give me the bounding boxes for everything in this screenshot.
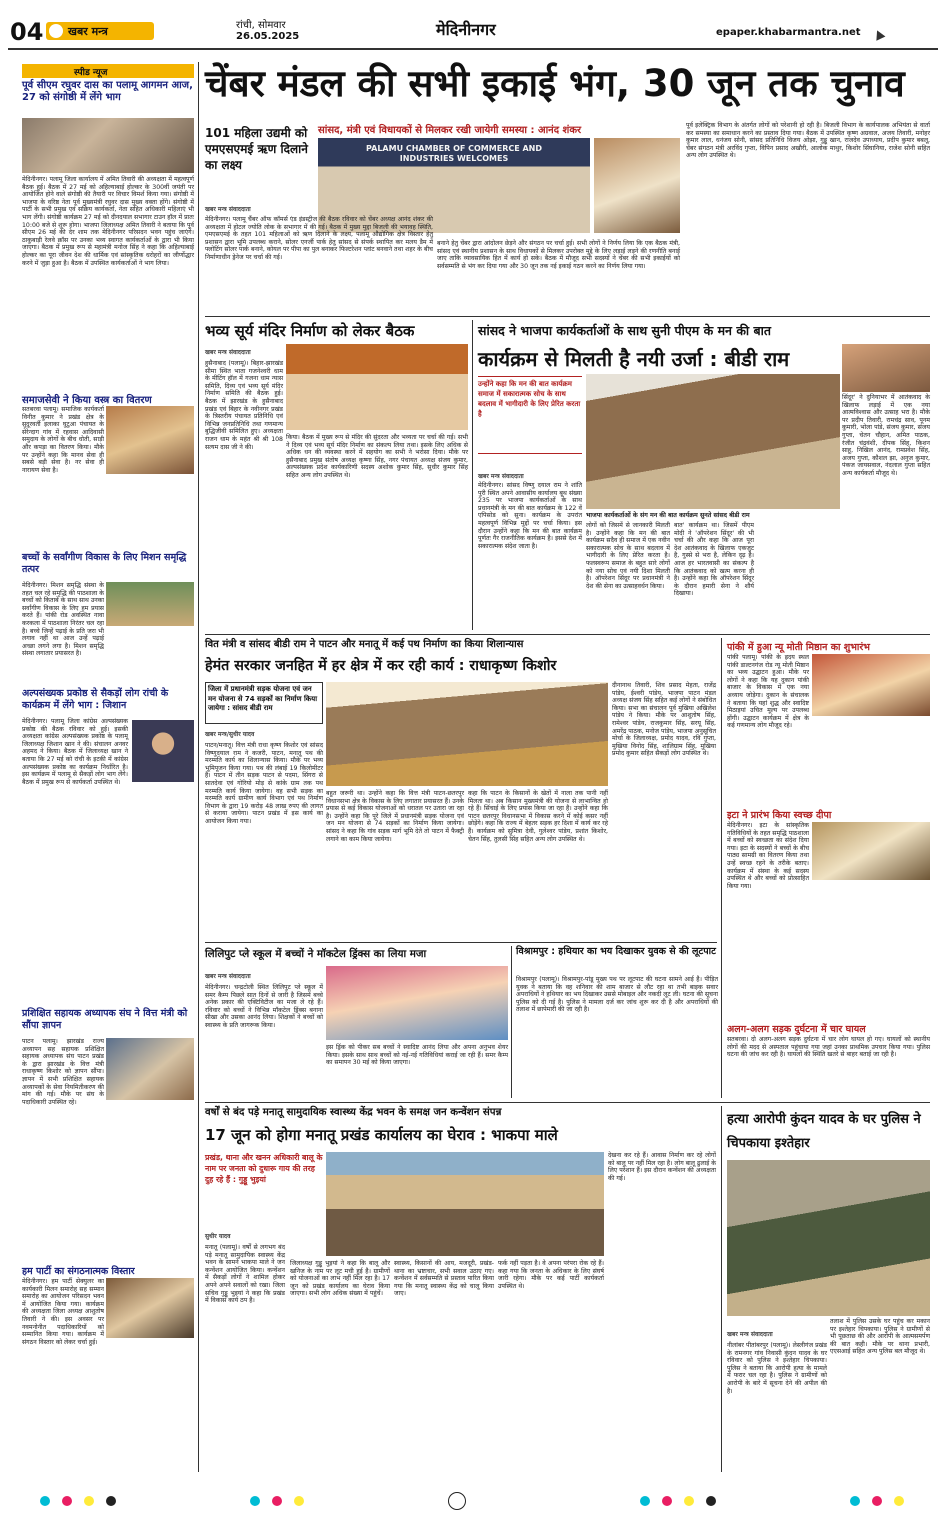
section-rule-2 xyxy=(205,634,930,635)
main-body-3: पूर्व इलेक्ट्रिक विभाग के अंतर्गत लोगों को परेशानी हो रही है। बिजली विभाग के कार्यपालक अभियंता से वार्ता कर समस्या का समाधान करने का प्रस्ताव दिया गया। बैठक में उपस्थित कृष्ण अग्रवाल, अजय तिवारी, मनोहर कुमार लाल, धनंजय सोनी, सांसद प्रतिनिधि विजय ओझा, गुड्डू खान, राजदेव उपाध्याय, प्रदीप कुमार बबलू, चेंबर संगठन मंत्री अरविंद गुप्ता, विपिन प्रसाद अखौरी, आलोक माथुर, किशोर सिंघानिया, राजेश सोनी सहित अन्य लोग उपस्थित थे। xyxy=(686,122,930,160)
left-body-4: मेदिनीनगर। पलामू जिला कांग्रेस अल्पसंख्यक प्रकोष्ठ की बैठक रविवार को हुई। इसकी अध्यक्षता कांग्रेस अल्पसंख्यक प्रकोष्ठ के पलामू जिलाध्यक्ष जिशान खान ने की। संचालन अनवर अहमद ने किया। बैठक में जिलाध्यक्ष खान ने बताया कि 27 मई को रांची के इटकी में कांग्रेस अल्पसंख्यक प्रकोष्ठ का कार्यक्रम निर्धारित है। इस कार्यक्रम में पलामू से सैकड़ों लोग भाग लेंगे। बैठक में प्रमुख रूप से कार्यकर्ता उपस्थित थे। xyxy=(22,718,128,786)
reg-dot-magenta-3 xyxy=(662,1496,672,1506)
section-rule-1 xyxy=(205,316,930,317)
left-body-6: मेदिनीनगर। हम पार्टी सेक्युलर का कार्यकारी मिलन समारोह सह सम्मान समारोह का आयोजन परिसदन भवन में आयोजित किया गया। कार्यक्रम की अध्यक्षता जिला अध्यक्ष आशुतोष तिवारी ने की। इस अवसर पर नवमनोनीत पदाधिकारियों को सम्मानित किया गया। कार्यक्रम में संगठन विस्तार को लेकर चर्चा हुई। xyxy=(22,1278,104,1346)
header-date: 26.05.2025 xyxy=(236,31,300,42)
manatu-divider xyxy=(721,1106,722,1472)
left-body-5: पाटन पलामू। झारखंड राज्य अध्यापन सह सहायक प्रशिक्षित सहायक अध्यापक संघ पाटन प्रखंड के द्वारा झारखंड के वित्त मंत्री राधाकृष्ण किशोर को ज्ञापन सौंपा। ज्ञापन में सभी प्रशिक्षित सहायक अध्यापकों के सेवा नियमितीकरण की मांग की गई। मौके पर संघ के पदाधिकारी उपस्थित रहे। xyxy=(22,1038,104,1106)
kundan-photo xyxy=(727,1160,930,1316)
reg-dot-cyan-4 xyxy=(850,1496,860,1506)
left-headline-2: समाजसेवी ने किया वस्त्र का वितरण xyxy=(22,395,152,406)
finance-photo xyxy=(326,682,608,786)
left-headline-1: पूर्व सीएम रघुवर दास का पलामू आगमन आज, 27 को संगोष्ठी में लेंगे भाग xyxy=(22,80,193,103)
brand-logo xyxy=(46,22,154,40)
section-rule-3 xyxy=(205,942,717,943)
finance-body-1: पाटन/मनातू। वित्त मंत्री राधा कृष्ण किशोर एवं सांसद विष्णुदयाल राम ने कजरी, पाटन, मनातू पथ की मरम्मति कार्य का शिलान्यास किया। मौके पर भव्य भूमिपूजन किया गया। पथ की लंबाई 19 किलोमीटर है। पाटन में तीन सड़क पाटन से पदमा, सिंगरा से सातदेवा एवं गोरियो मोड़ से कांके ग्राम तक पथ मरम्मति कार्य किया जायेगा। वह सभी सड़क का मरम्मति कार्य ग्रामीण कार्य विभाग एवं पथ निर्माण विभाग के द्वारा 19 करोड़ 48 लाख रुपए की लागत से कराया जायेगा। पाटन प्रखंड में इस कार्य का आयोजन किया गया। xyxy=(205,742,323,825)
finance-headline: हेमंत सरकार जनहित में हर क्षेत्र में कर रही कार्य : राधाकृष्ण किशोर xyxy=(205,658,557,674)
temple-headline: भव्य सूर्य मंदिर निर्माण को लेकर बैठक xyxy=(205,322,415,340)
panki-headline: पांकी में हुआ न्यू मोती मिष्ठान का शुभारंभ xyxy=(727,642,870,653)
finance-kicker: वित मंत्री व सांसद बीडी राम ने पाटन और मनातू में कई पथ निर्माण का किया शिलान्यास xyxy=(205,639,524,650)
main-photo-2 xyxy=(594,138,680,233)
header-rule xyxy=(8,48,938,50)
logo-text: खबर मन्त्र xyxy=(68,25,108,38)
main-subhead: सांसद, मंत्री एवं विधायकों से मिलकर रखी जायेगी समस्या : आनंद शंकर xyxy=(318,125,582,136)
left-photo-1 xyxy=(22,118,194,173)
kundan-headline: हत्या आरोपी कुंदन यादव के घर पुलिस ने चिपकाया इश्तेहार xyxy=(727,1112,921,1151)
bd-byline: खबर मन्त्र संवाददाता xyxy=(478,473,524,480)
finance-body-2: बहुत जरूरी था। उन्होंने कहा कि वित्त मंत्री पाटन-छतरपुर विधानसभा क्षेत्र के विकास के लिए लगातार प्रयासरत हैं। उनके प्रयास से कई विकास योजनाओं को धरातल पर उतारा जा रहा है। उन्होंने कहा कि पूरे जिले में प्रधानमंत्री सड़क योजना एवं जन मन योजना से 74 सड़कों का निर्माण किया जायेगा। सांसद ने कहा कि गांव सड़क मार्ग भूमि देते तो पाटन में फैक्ट्री लगाने का काम किया जायेगा। xyxy=(326,790,464,843)
temple-byline: खबर मन्त्र संवाददाता xyxy=(205,349,251,356)
bd-caption: भाजपा कार्यकर्ताओं के संग मन की बात कार्यक्रम सुनते सांसद बीडी राम xyxy=(586,512,750,519)
temple-body-2: किया। बैठक में मुख्य रूप से मंदिर की सुंदरता और भव्यता पर चर्चा की गई। सभी ने दिव्य एवं भव्य सूर्य मंदिर निर्माण का संकल्प लिया तथा। इसके लिए अधिक से अधिक धन की व्यवस्था करने में सहयोग का सभी ने भरोसा दिया। मौके पर हुसैनाबाद प्रमुख संतोष अध्यक्ष कृष्णा सिंह, नगर पंचायत अध्यक्ष संजय कुमार, अल्पसंख्यक प्रदेश कार्यकारिणी सदस्य अशोक कुमार सिंह, सुधीर कुमार सिंह सहित अन्य लोग उपस्थित थे। xyxy=(286,434,468,479)
main-body-2: बनाने हेतु चेंबर द्वारा आंदोलन छेड़ने और संगठन पर चर्चा हुई। सभी लोगों ने निर्णय लिया कि एक बैठक मंत्री, सांसद एवं स्थानीय प्रशासन के साथ विधायकों से मिलकर उपरोक्त मुद्दे के लिए लड़ाई लड़ने की रणनीति बनाई जाए ताकि व्यावसायिक हित में कार्य हो सके। बैठक में मौजूद सभी सदस्यों ने चेंबर की सभी इकाईयों को सर्वसम्मति से भंग कर दिया गया और 30 जून तक नई इकाई गठन करने का निर्णय लिया गया। xyxy=(437,240,680,270)
left-body-3b xyxy=(22,640,194,680)
manatu-body-4: फर्क नहीं पड़ता है। वे अपना परंपरा रोक रहे हैं। कहा गया कि जनता के अधिकार के लिए संघर्ष जारी रहेगा। मौके पर कई पार्टी कार्यकर्ता उपस्थित थे। xyxy=(498,1260,604,1290)
panki-body-2b xyxy=(727,882,930,1020)
finance-byline: खबर मन्त्र/सुधीर यादव xyxy=(205,731,255,738)
reg-dot-yellow xyxy=(84,1496,94,1506)
left-photo-5 xyxy=(106,1038,194,1100)
vish-headline: विश्रामपुर : हथियार का भय दिखाकर युवक से की लूटपाट xyxy=(516,946,716,957)
left-photo-2 xyxy=(106,406,194,474)
speed-news-label: स्पीड न्यूज xyxy=(74,68,108,78)
edition-name: मेदिनीनगर xyxy=(436,20,496,39)
temple-body-1: हुसैनाबाद (पलामू)। बिहार-झारखंड सीमा स्थित भाता गजनेश्वरी धाम के मीटिंग हॉल में गजना धाम न्यास समिति, दिव्य एवं भव्य सूर्य मंदिर निर्माण समिति की बैठक हुई। बैठक में झारखंड के हुसैनाबाद प्रखंड एवं बिहार के नवीनगर प्रखंड के त्रिस्तरीय पंचायत प्रतिनिधि एवं विभिन्न जनप्रतिनिधि तथा गणमान्य बुद्धिजीवी समिलित हुए। अध्यक्षता राजन धाम के महंत श्री श्री 108 सत्यम दास जी ने की। xyxy=(205,360,283,451)
page-number: 04 xyxy=(10,18,44,46)
finance-body-3: कहा कि पाटन के किसानों के खेतों में नाला तक पानी नहीं मिलता था। अब किसान मुख्यमंत्री की योजना से लाभान्वित हो रहे हैं। सिंचाई के लिए प्रयास किया जा रहा है। उन्होंने कहा कि पाटन छतरपुर विधानसभा में विकास करने में कोई कसर नहीं छोड़ेंगे। कहा कि राज्य में बेहतर सड़क हर दिशा में कार्य कर रहे हैं। कार्यक्रम को सुमित्रा देवी, गुलेश्वर पांडेय, प्रशांत किशोर, चेतन सिंह, तुलसी सिंह सहित अन्य लोग उपस्थित थे। xyxy=(468,790,608,843)
cursor-icon xyxy=(873,28,886,40)
section-rule-4 xyxy=(205,1102,930,1103)
left-headline-4: अल्पसंख्यक प्रकोष्ठ से सैकड़ों लोग रांची के कार्यक्रम में लेंगे भाग : जिशान xyxy=(22,688,169,711)
kundan-body-1: नीलांबर पीतांबरपुर (पलामू)। लेस्लीगंज प्रखंड के रामनगर गांव निवासी कुंदन यादव के घर रविवार को पुलिस ने इश्तेहार चिपकाया। पुलिस ने बताया कि आरोपी हत्या के मामले में फरार चल रहा है। पुलिस ने ग्रामीणों को आरोपी के बारे में सूचना देने की अपील की है। xyxy=(727,1342,827,1395)
left-body-6b xyxy=(22,1342,194,1467)
left-photo-6 xyxy=(106,1278,194,1338)
panki-headline-3: अलग-अलग सड़क दुर्घटना में चार घायल xyxy=(727,1024,866,1035)
left-headline-3: बच्चों के सर्वांगीण विकास के लिए मिशन समृद्धि तत्पर xyxy=(22,552,187,575)
reg-dot-magenta-4 xyxy=(872,1496,882,1506)
panki-body-3: सतबरवा। दो अलग-अलग सड़क दुर्घटना में चार लोग घायल हो गए। घायलों को स्थानीय लोगों की मदद से अस्पताल पहुंचाया गया जहां उनका प्राथमिक उपचार किया गया। पुलिस घटना की जांच कर रही है। घायलों की स्थिति खतरे से बाहर बताई जा रही है। xyxy=(727,1036,930,1059)
panki-headline-2: इटा ने प्रारंभ किया स्वच्छ दीपा xyxy=(727,810,832,821)
main-headline: चेंबर मंडल की सभी इकाई भंग, 30 जून तक चुनाव xyxy=(205,62,905,105)
header-city: रांची, सोमवार xyxy=(236,20,286,31)
lilliput-body-2: इस ड्रिंक को पीकर सब बच्चों ने स्वादिष्ट आनंद लिया और अपना अनुभव शेयर किया। इसके साथ साथ बच्चों को नई-नई गतिविधियां कराई जा रही हैं। समर कैम्प का समापन 30 मई को किया जाएगा। xyxy=(326,1044,508,1067)
left-headline-6: हम पार्टी का संगठनात्मक विस्तार xyxy=(22,1266,135,1277)
reg-dot-yellow-3 xyxy=(684,1496,694,1506)
reg-dot-cyan xyxy=(40,1496,50,1506)
page-header xyxy=(0,0,945,58)
reg-dot-yellow-2 xyxy=(294,1496,304,1506)
epaper-url[interactable]: epaper.khabarmantra.net xyxy=(716,27,861,38)
bd-photo-2 xyxy=(842,344,930,392)
panki-body-1b xyxy=(727,718,930,804)
logo-mark-icon xyxy=(49,24,63,38)
vish-body-1: विश्रामपुर (पलामू)। विश्रामपुर-पांडू मुख्य पथ पर लूटपाट की घटना सामने आई है। पीड़ित युवक ने बताया कि वह शनिवार की शाम बाजार से लौट रहा था तभी बाइक सवार अपराधियों ने हथियार का भय दिखाकर उससे मोबाइल और नकदी लूट ली। घटना की सूचना पुलिस को दी गई है। पुलिस ने मामला दर्ज कर जांच शुरू कर दी है और अपराधियों की तलाश में छापेमारी की जा रही है। xyxy=(516,976,718,1014)
reg-dot-black-3 xyxy=(706,1496,716,1506)
panki-body-1: पांकी पलामू। पांकी के ह्रदय स्थल पांकी डाल्टनगंज रोड न्यू मोती मिष्ठान का भव्य उद्घाटन हुआ। मौके पर लोगों ने कहा कि यह दुकान पांकी बाजार के विकास में एक नया अध्याय जोड़ेगा। दुकान के संचालक ने बताया कि यहां शुद्ध और स्वादिष्ट मिठाइयां उचित मूल्य पर उपलब्ध होंगी। उद्घाटन कार्यक्रम में क्षेत्र के कई गणमान्य लोग मौजूद रहे। xyxy=(727,654,809,730)
kundan-body-2: तलाश में पुलिस उसके घर पहुंच कर मकान पर इश्तेहार चिपकाया। पुलिस ने ग्रामीणों से भी पूछताछ की और आरोपी के आत्मसमर्पण की बात कही। मौके पर थाना प्रभारी, एएसआई सहित अन्य पुलिस बल मौजूद थे। xyxy=(830,1318,930,1356)
crosshair-icon xyxy=(448,1492,466,1510)
main-byline: खबर मन्त्र संवाददाता xyxy=(205,206,251,213)
manatu-headline: 17 जून को होगा मनातू प्रखंड कार्यालय का घेराव : भाकपा माले xyxy=(205,1126,558,1144)
manatu-box: प्रखंड, थाना और खनन अधिकारी बालू के नाम पर जनता को दुधारू गाय की तरह दुह रहे हैं : गुड्डू भुइयां xyxy=(205,1153,323,1184)
manatu-body-3: स्वास्थ्य, किसानों की आय, मजदूरी, प्रखंड-थाना का भ्रष्टाचार, सभी सवाल उठाए गए। कन्वेंशन में सर्वसम्मति से प्रस्ताव पारित किया गया कि मनातू स्वास्थ्य केंद्र को चालू किया जाए। xyxy=(394,1260,494,1298)
kundan-byline: खबर मन्त्र संवाददाता xyxy=(727,1331,773,1338)
left-photo-3 xyxy=(106,582,194,626)
registration-strip xyxy=(0,1484,945,1517)
lilliput-body-1: मेदिनीनगर। चन्द्रटोली स्थित लिलिपुट प्ले स्कूल में समर कैम्प पिछले सात दिनों से जारी है जिसमें बच्चे अनेक प्रकार की एक्टिविटीज का मजा ले रहे हैं। रविवार को बच्चों ने विभिन्न मॉकटेल ड्रिंक्स बनाना सीखा और उसका आनंद लिया। शिक्षकों ने बच्चों को स्वास्थ्य के प्रति जागरूक किया। xyxy=(205,984,323,1029)
manatu-byline: सुधीर यादव xyxy=(205,1233,231,1240)
bd-photo xyxy=(586,374,840,509)
bd-body-2: लोगों को जिसमें से जानकारी मिलती है। उन्होंने कहा कि मन की बात कार्यक्रम सदैव ही समाज में एक नवीन सकारात्मक सोच के साथ बदलाव में भागीदारी के लिए प्रेरित करता है। फलस्वरूप समाज के बहुत सारे लोगों को नया सोच एवं नयी दिशा मिलती है। ऑपरेशन सिंदूर पर प्रधानमंत्री ने देश की सेना का उत्साहवर्धन किया। xyxy=(586,522,670,590)
left-headline-5: प्रशिक्षित सहायक अध्यापक संघ ने वित्त मंत्री को सौंपा ज्ञापन xyxy=(22,1008,188,1031)
left-body-1: मेदिनीनगर। पलामू जिला कार्यालय में अमित तिवारी की अध्यक्षता में महत्वपूर्ण बैठक हुई। बैठक में 27 मई को अहिल्याबाई होल्कर के 300वीं जयंती पर आयोजित होने वाले संगोष्ठी की तैयारी पर विचार विमर्श किया गया। संगोष्ठी में भाजपा के वरिष्ठ नेता पूर्व मुख्यमंत्री रघुवर दास मुख्य वक्ता होंगे। संगोष्ठी में पार्टी के सभी प्रमुख एवं सक्रिय कार्यकर्ता, नेता सहित अधिकारी महिलाएं भी भाग लेंगी। संगोष्ठी कार्यक्रम 27 मई को दीनदयाल सभागार टाउन हॉल में प्रातः 10:00 बजे से शुरू होगा। भाजपा जिलाध्यक्ष अमित तिवारी ने बताया कि पूर्व सीएम 26 मई की देर शाम तक मेदिनीनगर परिसदन भवन पहुंच जाएंगे। ठाकुबाड़ी रेलवे क्रॉस पर उनका भव्य स्वागत कार्यकर्ताओं के द्वारा भी किया जाएगा। बैठक में प्रमुख रूप से महामंत्री मनोज सिंह ने कहा कि अहिल्याबाई होल्कर का पूरा जीवन देश की धार्मिक एवं सांस्कृतिक धरोहरों का जीर्णोद्धार करने में जुड़ा हुआ है। बैठक में उपस्थित कार्यकर्ताओं ने भाग लिया। xyxy=(22,176,194,267)
left-body-3: मेदिनीनगर। मिशन समृद्धि संस्था के तहत चल रहे समृद्धि की पाठशाला के बच्चों को किताबें के साथ साथ उनका सर्वांगीण विकास के लिए हम प्रयास करते हैं। पांकी रोड अवस्थित नावा करकला में पाठशाला निरंतर चल रहा है। बच्चे जिन्हें पढ़ाई के प्रति जरा भी लगाव नहीं था आज उन्हें पढ़ाई अच्छा लगने लगा है। मिशन समृद्धि संस्था लगातार प्रयासरत है। xyxy=(22,582,104,658)
manatu-body-5: देखना कर रहे हैं। आवास निर्माण कर रहे लोगों को बालू पर नहीं मिल रहा है। लोग बालू ढुलाई के लिए परेशान हैं। इस दौरान कन्वेंशन की अध्यक्षता की गई। xyxy=(608,1152,716,1182)
left-column-divider xyxy=(198,62,199,1472)
main-body-1: मेदिनीनगर। पलामू चैंबर ऑफ कॉमर्स एंड इंडस्ट्रीज की बैठक रविवार को चेंबर अध्यक्ष आनंद शंकर की अध्यक्षता में होटल ज्योति लोक के सभागार में की गई। बैठक में मुख्य मुद्दा बिजली की भयावह स्थिति, एमएसएमई के तहत 101 महिलाओं को ऋण दिलाने के लक्ष्य, पलामू औद्योगिक क्षेत्र विस्तार हेतु प्रशासन द्वारा भूमि उपलब्ध कराने, सोलर एनर्जी पार्क हेतु सांसद से संपर्क स्थापित कर मलय डैम में फ्लोटिंग सोलर पार्क बनाने, कोयल पर पीपा का पुल बनाकर फिल्टरेशन प्लांट बनवाने तथा शहर के बीच निर्माणाधीन ड्रेनेज पर चर्चा की गई। xyxy=(205,216,433,261)
bd-quote: उन्होंने कहा कि मन की बात कार्यक्रम समाज में सकारात्मक सोच के साथ बदलाव में भागीदारी के लिए प्रेरित करता है xyxy=(478,376,582,454)
speed-news-banner xyxy=(22,64,194,78)
panki-body-2: मेदिनीनगर। इटा के सांस्कृतिक गतिविधियों के तहत समृद्धि पाठशाला में बच्चों को स्वच्छता का संदेश दिया गया। इटा के सदस्यों ने बच्चों के बीच पाठ्य सामग्री का वितरण किया तथा उन्हें स्वच्छ रहने के तरीके बताए। कार्यक्रम में संस्था के कई सदस्य उपस्थित थे और बच्चों को प्रोत्साहित किया गया। xyxy=(727,822,809,890)
main-banner-text: PALAMU CHAMBER OF COMMERCE AND INDUSTRIES WELCOMES xyxy=(366,144,542,163)
left-portrait xyxy=(132,720,194,782)
reg-dot-cyan-3 xyxy=(640,1496,650,1506)
lilliput-divider xyxy=(511,946,512,1098)
bd-headline: कार्यक्रम से मिलती है नयी उर्जा : बीडी राम xyxy=(478,347,790,371)
temple-divider xyxy=(472,320,473,630)
manatu-kicker: वर्षों से बंद पड़े मनातू सामुदायिक स्वास्थ्य केंद्र भवन के समक्ष जन कन्वेंशन संपन्न xyxy=(205,1107,502,1118)
lilliput-photo xyxy=(326,966,508,1040)
panki-photo-2 xyxy=(812,822,930,880)
finance-divider xyxy=(721,638,722,1098)
bd-kicker: सांसद ने भाजपा कार्यकर्ताओं के साथ सुनी पीएम के मन की बात xyxy=(478,323,772,338)
reg-dot-black xyxy=(106,1496,116,1506)
lilliput-byline: खबर मन्त्र संवाददाता xyxy=(205,973,251,980)
bd-body-3: बात' कार्यक्रम था। जिसमें पीएम मोदी ने 'ऑपरेशन सिंदूर' की भी चर्चा की और कहा कि आज पूरा देश आतंकवाद के खिलाफ एकजुट है, गुस्से से भरा है, लेकिन दृढ़ है। आज हर भारतवासी का संकल्प है कि आतंकवाद को खत्म करना ही है। उन्होंने कहा कि ऑपरेशन सिंदूर के दौरान हमारी सेना ने शौर्य दिखाया। xyxy=(674,522,754,598)
temple-photo xyxy=(286,344,468,430)
manatu-body-1: मनातू (पलामू)। वर्षों से लगभग बंद पड़े मनातू सामुदायिक स्वास्थ्य केंद्र भवन के सामने भाकपा माले ने जन कन्वेंशन आयोजित किया। कन्वेंशन में सैकड़ों लोगों ने शामिल होकर अपने अपने सवालों को रखा। जिला सचिव गुड्डू भुइयां ने कहा कि प्रखंड में विकास कार्य ठप है। xyxy=(205,1244,285,1305)
reg-dot-yellow-4 xyxy=(894,1496,904,1506)
manatu-body-2: जिलाध्यक्ष गुड्डू भुइयां ने कहा कि बालू और खनिज के नाम पर लूट मची हुई है। ग्रामीणों को योजनाओं का लाभ नहीं मिल रहा है। 17 जून को प्रखंड कार्यालय का घेराव किया जाएगा। सभी लोग अधिक संख्या में पहुंचें। xyxy=(290,1260,390,1298)
bd-body-1: मेदिनीनगर। सांसद विष्णु दयाल राम ने शांति पुरी स्थित अपने आवासीय कार्यालय बूथ संख्या 235 पर भाजपा कार्यकर्ताओं के साथ प्रधानमंत्री के मन की बात कार्यक्रम के 122 वें एपिसोड को सुना। कार्यक्रम के उपरांत महत्वपूर्ण विभिन्न मुद्दों पर चर्चा किया। इस दौरान उन्होंने कहा कि मन की बात कार्यक्रम पूर्णतः गैर राजनीतिक कार्यक्रम है। इससे देश में सकारात्मक संदेश जाता है। xyxy=(478,482,582,550)
lilliput-headline: लिलिपुट प्ले स्कूल में बच्चों ने मॉकटेल ड्रिंक्स का लिया मजा xyxy=(205,948,427,960)
reg-dot-magenta xyxy=(62,1496,72,1506)
reg-dot-magenta-2 xyxy=(272,1496,282,1506)
finance-box: जिला में प्रधानमंत्री सड़क योजना एवं जन मन योजना से 74 सड़कों का निर्माण किया जायेगा : सांसद बीडी राम xyxy=(205,682,323,724)
finance-body-4: दीनानाथ तिवारी, शिव प्रसाद मेहता, राजेंद्र पांडेय, ईश्वरी पांडेय, भाजपा पाटन मंडल अध्यक्ष संजय सिंह सहित कई लोगों ने संबोधित किया। सभा का संचालन पूर्व मुखिया अखिलेश पांडेय ने किया। मौके पर आशुतोष सिंह, रामेश्वर पांडेय, राजकुमार सिंह, सरयू सिंह, अमरेंद्र पाठक, मनोज पांडेय, भाजपा अनुसूचित मोर्चा के जिलाध्यक्ष, प्रमोद यादव, रवि गुप्ता, मुखिया विनोद सिंह, शालिग्राम सिंह, मुखिया प्रमोद कुमार सहित सैकड़ों लोग उपस्थित थे। xyxy=(612,682,716,758)
manatu-photo xyxy=(326,1152,604,1256)
bd-body-4: सिंदूर' ने दुनियाभर में आतंकवाद के खिलाफ लड़ाई में एक नया आत्मविश्वास और उत्साह भरा है। मौके पर प्रदीप तिवारी, रामचंद्र साव, पूनम कुमारी, भोला पांडे, संजय कुमार, संजय गुप्ता, चेतन चौहान, अमित पाठक, रंजीत चंद्रवंशी, दीपक सिंह, किशन साहू, निखिल आनंद, रामप्रवेश सिंह, अजय गुप्ता, कौशल झा, अनुज कुमार, पंकज जायसवाल, नंदलाल गुप्ता सहित अन्य कार्यकर्ता मौजूद थे। xyxy=(842,394,930,477)
reg-dot-cyan-2 xyxy=(250,1496,260,1506)
panki-photo xyxy=(812,654,930,716)
main-side-kicker: 101 महिला उद्यमी को एमएसएमई ऋण दिलाने का लक्ष्य xyxy=(205,126,308,172)
left-body-2: सतबरवा पलामू। समाजिक कार्यकर्ता विनीत कुमार ने प्रखंड क्षेत्र के सुदूरवर्ती इलाका घुटुआ पंचायत के सेरेन्दाग गांव में रहवास आदिवासी समुदाय के लोगों के बीच धोती, साड़ी और कपड़ा का वितरण किया। मौके पर उन्होंने कहा कि मानव सेवा ही सबसे बड़ी सेवा है। नर सेवा ही नारायण सेवा है। xyxy=(22,406,104,474)
